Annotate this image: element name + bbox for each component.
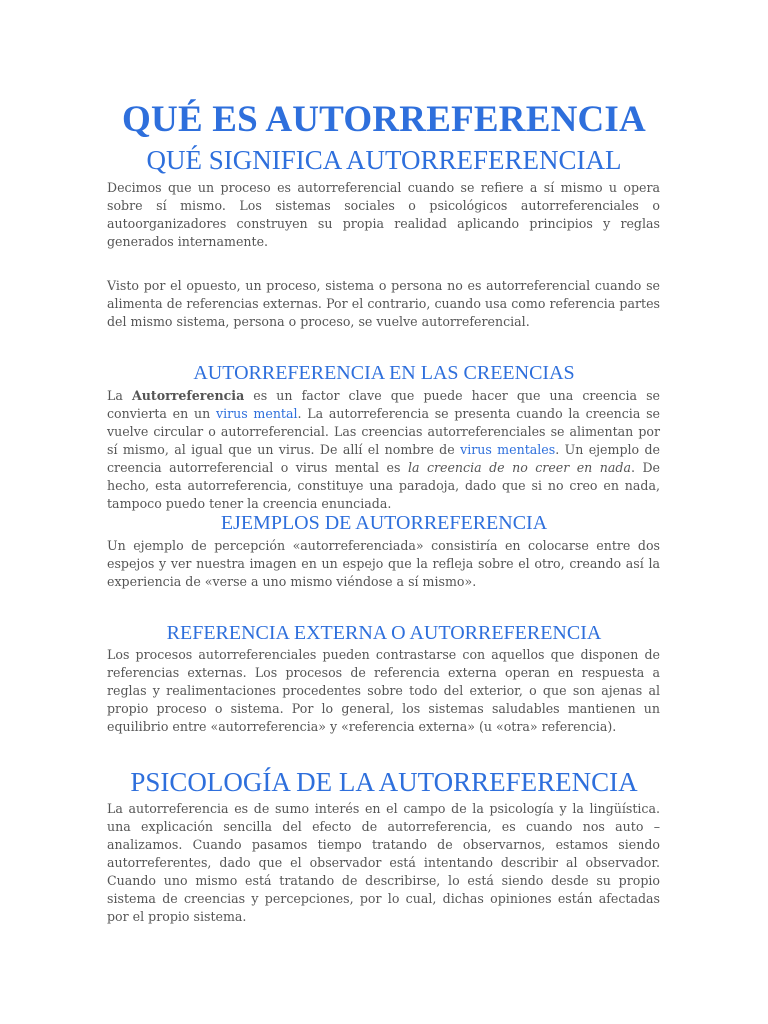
paragraph-ejemplos: Un ejemplo de percepción «autorreferenciada» consistiría en colocarse entre dos espejos y ver nuestra imagen en un espejo que la refleja sobre el otro, creando así la experiencia de «verse a uno mismo viéndose a sí mismo». xyxy=(107,538,660,589)
section-heading-que-significa: QUÉ SIGNIFICA AUTORREFERENCIAL xyxy=(146,145,622,175)
paragraph-psicologia: La autorreferencia es de sumo interés en el campo de la psicología y la lingüística. una explicación sencilla del efecto de autorreferencia, es cuando nos auto – analizamos. Cuando pasamos tiempo tratando de observarnos, estamos siendo autorreferentes, dado que el observador está intentando describir al observador. Cuando uno mismo está tratando de describirse, lo está siendo desde su propio sistema de creencias y percepciones, por lo cual, dichas opiniones están afectadas por el propio sistema. xyxy=(107,801,660,924)
paragraph-referencia-externa: Los procesos autorreferenciales pueden contrastarse con aquellos que disponen de referencias externas. Los procesos de referencia externa operan en respuesta a reglas y realimentaciones procedentes sobre todo del exterior, o que son ajenas al propio proceso o sistema. Por lo general, los sistemas saludables mantienen un equilibrio entre «autorreferencia» y «referencia externa» (u «otra» referencia). xyxy=(107,647,660,734)
text-fragment: . De hecho, esta autorreferencia, constituye una paradoja, dado que si no creo en nada, tampoco puedo tener la creencia enunciada. xyxy=(107,460,660,511)
section-heading-psicologia: PSICOLOGÍA DE LA AUTORREFERENCIA xyxy=(130,767,638,797)
paragraph-creencias xyxy=(107,387,660,513)
section-heading-ejemplos: EJEMPLOS DE AUTORREFERENCIA xyxy=(220,512,548,534)
text-fragment: La xyxy=(107,388,132,403)
text-fragment: . La autorreferencia se presenta cuando la creencia se vuelve circular o autorreferencial. Las creencias autorreferenciales se alimentan por sí mismo, al igual que un virus. De allí el nombre de xyxy=(107,406,661,457)
section-heading-creencias: AUTORREFERENCIA EN LAS CREENCIAS xyxy=(193,362,575,384)
page-title: QUÉ ES AUTORREFERENCIA xyxy=(122,99,646,140)
italic-quote: la creencia de no creer en nada xyxy=(407,460,631,475)
text-fragment: es un factor clave que puede hacer que una creencia se convierta en un xyxy=(107,388,661,421)
section-heading-referencia-externa: REFERENCIA EXTERNA O AUTORREFERENCIA xyxy=(166,622,602,644)
link-virus-mentales[interactable]: virus mentales xyxy=(460,442,556,457)
bold-term: Autorreferencia xyxy=(131,388,245,403)
paragraph-definicion: Decimos que un proceso es autorreferencial cuando se refiere a sí mismo u opera sobre sí mismo. Los sistemas sociales o psicológicos autorreferenciales o autoorganizadores construyen su propia realidad aplicando principios y reglas generados internamente. xyxy=(107,180,660,249)
link-virus-mental[interactable]: virus mental xyxy=(215,406,298,421)
paragraph-opuesto: Visto por el opuesto, un proceso, sistema o persona no es autorreferencial cuando se alimenta de referencias externas. Por el contrario, cuando usa como referencia partes del mismo sistema, persona o proceso, se vuelve autorreferencial. xyxy=(107,278,660,329)
text-fragment: . Un ejemplo de creencia autorreferencial o virus mental es xyxy=(107,442,660,475)
